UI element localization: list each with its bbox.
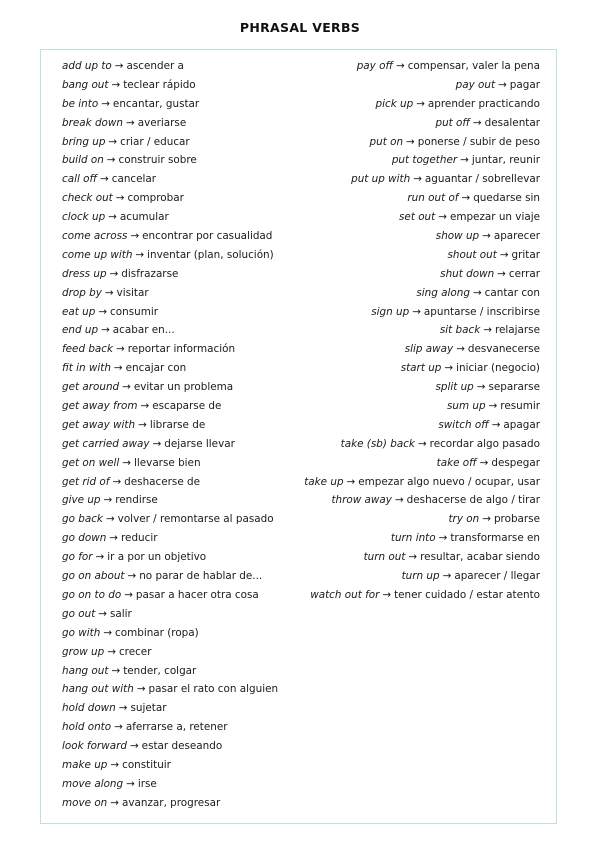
phrasal-verb-entry (62, 491, 278, 510)
phrasal-verb-entry (304, 189, 540, 208)
meaning: ascender a (126, 60, 184, 72)
phrasal-verb-entry (62, 737, 278, 756)
phrasal-verb-entry (62, 208, 278, 227)
phrasal-verb-entry (62, 454, 278, 473)
verb: slip away (404, 343, 454, 356)
phrasal-verb-entry (62, 699, 278, 718)
meaning: juntar, reunir (471, 154, 540, 167)
verb: look forward (62, 740, 127, 753)
arrow-icon: → (115, 192, 125, 205)
meaning: desvanecerse (467, 343, 540, 356)
phrasal-verb-entry (62, 340, 278, 359)
verb: put on (369, 135, 404, 148)
meaning: apuntarse / inscribirse (423, 305, 540, 318)
arrow-icon: → (110, 758, 120, 771)
arrow-icon: → (136, 683, 146, 696)
meaning: llevarse bien (134, 456, 201, 469)
phrasal-verb-entry (304, 586, 540, 605)
phrasal-verb-entry (304, 548, 540, 567)
phrasal-verb-entry (62, 189, 278, 208)
verb: move on (62, 796, 108, 809)
phrasal-verb-entry (304, 397, 540, 416)
arrow-icon: → (98, 305, 108, 318)
phrasal-verb-entry (62, 76, 278, 95)
arrow-icon: → (394, 494, 404, 507)
arrow-icon: → (472, 286, 482, 299)
verb: get away with (62, 418, 136, 431)
phrasal-verb-entry (62, 378, 278, 397)
phrasal-verb-entry (62, 284, 278, 303)
meaning: apagar (503, 418, 540, 431)
meaning: cerrar (508, 267, 540, 280)
arrow-icon: → (122, 381, 131, 394)
verb: go back (62, 513, 103, 526)
meaning: teclear rápido (123, 78, 196, 91)
phrasal-verb-entry (62, 586, 278, 605)
meaning: aferrarse a, retener (125, 721, 228, 734)
meaning: cancelar (111, 173, 157, 186)
meaning: averiarse (137, 116, 187, 129)
arrow-icon: → (482, 230, 491, 243)
meaning: probarse (493, 513, 540, 526)
verb: shout out (447, 248, 497, 261)
phrasal-verb-entry (62, 114, 278, 133)
meaning: quedarse sin (473, 192, 540, 205)
meaning: deshacerse de (124, 475, 201, 488)
arrow-icon: → (109, 532, 119, 545)
meaning: tender, colgar (123, 664, 197, 677)
phrasal-verb-entry (304, 246, 540, 265)
verb: sing along (416, 286, 470, 299)
meaning: encontrar por casualidad (142, 230, 273, 243)
arrow-icon: → (444, 362, 454, 375)
arrow-icon: → (135, 248, 145, 261)
meaning: despegar (491, 456, 540, 469)
meaning: ir a por un objetivo (107, 551, 207, 564)
meaning: aparecer (493, 230, 540, 243)
arrow-icon: → (111, 664, 121, 677)
verb: pay out (455, 78, 496, 91)
phrasal-verb-entry (304, 321, 540, 340)
verb: sit back (439, 324, 481, 337)
arrow-icon: → (112, 475, 122, 488)
left-column (62, 57, 278, 813)
phrasal-verb-entry (304, 95, 540, 114)
arrow-icon: → (100, 173, 109, 186)
verb: make up (62, 758, 108, 771)
meaning: visitar (116, 286, 149, 299)
meaning: aparecer / llegar (454, 570, 540, 583)
verb: take (sb) back (340, 437, 415, 450)
phrasal-verb-entry (304, 378, 540, 397)
arrow-icon: → (129, 740, 139, 753)
arrow-icon: → (106, 154, 116, 167)
meaning: compensar, valer la pena (407, 60, 540, 72)
arrow-icon: → (482, 513, 491, 526)
meaning: inventar (plan, solución) (147, 248, 274, 261)
phrasal-verb-entry (62, 680, 278, 699)
phrasal-verb-entry (304, 340, 540, 359)
arrow-icon: → (125, 116, 135, 129)
verb: turn out (363, 551, 406, 564)
verb: split up (435, 381, 474, 394)
meaning: resumir (500, 400, 540, 413)
meaning: tener cuidado / estar atento (394, 588, 540, 601)
meaning: relajarse (494, 324, 540, 337)
arrow-icon: → (406, 135, 415, 148)
meaning: consumir (110, 305, 158, 318)
phrasal-verb-entry (304, 151, 540, 170)
arrow-icon: → (95, 551, 105, 564)
verb: go for (62, 551, 93, 564)
verb: get carried away (62, 437, 150, 450)
meaning: combinar (ropa) (115, 626, 199, 639)
verb: check out (62, 192, 113, 205)
phrasal-verb-entry (62, 397, 278, 416)
verb: throw away (331, 494, 392, 507)
verb: pay off (356, 60, 393, 72)
phrasal-verb-entry (62, 718, 278, 737)
verb: end up (62, 324, 99, 337)
right-column (304, 57, 540, 605)
verb: put off (435, 116, 470, 129)
phrasal-verb-entry (304, 567, 540, 586)
arrow-icon: → (498, 78, 507, 91)
verb: go out (62, 607, 96, 620)
meaning: ponerse / subir de peso (417, 135, 540, 148)
meaning: salir (110, 607, 132, 620)
verb: hold down (62, 702, 116, 715)
meaning: acabar en... (112, 324, 175, 337)
meaning: criar / educar (120, 135, 190, 148)
phrasal-verb-entry (62, 473, 278, 492)
phrasal-verb-entry (304, 284, 540, 303)
phrasal-verb-entry (304, 114, 540, 133)
verb: add up to (62, 60, 112, 72)
phrasal-verb-entry (304, 510, 540, 529)
meaning: reportar información (127, 343, 236, 356)
page-title: PHRASAL VERBS (239, 20, 361, 35)
meaning: cantar con (484, 286, 540, 299)
arrow-icon: → (461, 192, 471, 205)
phrasal-verb-entry (62, 151, 278, 170)
meaning: dejarse llevar (164, 437, 235, 450)
verb: come up with (62, 248, 133, 261)
verb: shut down (440, 267, 495, 280)
verb: set out (399, 211, 436, 224)
meaning: construir sobre (118, 154, 197, 167)
meaning: reducir (121, 532, 158, 545)
phrasal-verb-entry (304, 416, 540, 435)
verb: take off (436, 456, 477, 469)
phrasal-verb-entry (62, 246, 278, 265)
phrasal-verb-entry (304, 133, 540, 152)
phrasal-verb-entry (62, 794, 278, 813)
verb: grow up (62, 645, 105, 658)
arrow-icon: → (110, 796, 119, 809)
meaning: rendirse (115, 494, 158, 507)
arrow-icon: → (412, 305, 421, 318)
arrow-icon: → (126, 777, 135, 790)
meaning: encajar con (125, 362, 187, 375)
phrasal-verb-entry (62, 416, 278, 435)
phrasal-verb-entry (304, 454, 540, 473)
arrow-icon: → (109, 267, 119, 280)
verb: go on about (62, 570, 125, 583)
verb: feed back (62, 343, 114, 356)
arrow-icon: → (499, 248, 509, 261)
phrasal-verb-entry (62, 359, 278, 378)
meaning: encantar, gustar (112, 97, 200, 110)
meaning: crecer (118, 645, 152, 658)
verb: turn into (390, 532, 436, 545)
meaning: transformarse en (450, 532, 540, 545)
phrasal-verb-entry (304, 170, 540, 189)
phrasal-verb-entry (304, 359, 540, 378)
verb: get rid of (62, 475, 110, 488)
verb: eat up (62, 305, 96, 318)
arrow-icon: → (103, 494, 113, 507)
arrow-icon: → (122, 456, 131, 469)
arrow-icon: → (108, 211, 117, 224)
phrasal-verb-entry (62, 133, 278, 152)
verb: clock up (62, 211, 106, 224)
verb: dress up (62, 267, 107, 280)
arrow-icon: → (442, 570, 452, 583)
arrow-icon: → (472, 116, 482, 129)
phrasal-verb-entry (62, 548, 278, 567)
arrow-icon: → (456, 343, 465, 356)
verb: get on well (62, 456, 120, 469)
phrasal-verb-entry (304, 208, 540, 227)
arrow-icon: → (488, 400, 498, 413)
phrasal-verb-entry (304, 303, 540, 322)
phrasal-verb-entry (62, 95, 278, 114)
phrasal-verb-entry (62, 605, 278, 624)
meaning: irse (137, 777, 157, 790)
verb: be into (62, 97, 99, 110)
verb: pick up (375, 97, 414, 110)
verb: try on (448, 513, 480, 526)
arrow-icon: → (114, 60, 124, 72)
phrasal-verb-entry (62, 775, 278, 794)
phrasal-verb-entry (62, 756, 278, 775)
meaning: gritar (511, 248, 540, 261)
meaning: librarse de (149, 418, 206, 431)
arrow-icon: → (107, 645, 116, 658)
arrow-icon: → (413, 173, 422, 186)
arrow-icon: → (103, 626, 113, 639)
phrasal-verb-entry (304, 57, 540, 76)
meaning: sujetar (130, 702, 167, 715)
arrow-icon: → (438, 211, 447, 224)
meaning: empezar un viaje (449, 211, 540, 224)
verb: call off (62, 173, 98, 186)
arrow-icon: → (479, 456, 489, 469)
verb: go on to do (62, 588, 122, 601)
arrow-icon: → (111, 78, 121, 91)
arrow-icon: → (408, 551, 418, 564)
meaning: iniciar (negocio) (456, 362, 540, 375)
phrasal-verb-entry (62, 529, 278, 548)
phrasal-verb-entry (62, 435, 278, 454)
meaning: escaparse de (152, 400, 222, 413)
meaning: acumular (119, 211, 169, 224)
arrow-icon: → (98, 607, 107, 620)
meaning: pasar el rato con alguien (148, 683, 279, 696)
verb: give up (62, 494, 101, 507)
meaning: deshacerse de algo / tirar (406, 494, 540, 507)
verb: come across (62, 230, 128, 243)
verb: run out of (407, 192, 459, 205)
phrasal-verb-entry (304, 435, 540, 454)
meaning: volver / remontarse al pasado (117, 513, 274, 526)
arrow-icon: → (127, 570, 137, 583)
phrasal-verb-entry (304, 76, 540, 95)
phrasal-verb-entry (62, 57, 278, 76)
arrow-icon: → (124, 588, 133, 601)
arrow-icon: → (152, 437, 162, 450)
verb: go down (62, 532, 107, 545)
arrow-icon: → (104, 286, 114, 299)
verb: hold onto (62, 721, 112, 734)
phrasal-verb-entry (304, 473, 540, 492)
verb: fit in with (62, 362, 111, 375)
phrasal-verb-entry (62, 510, 278, 529)
verb: switch off (438, 418, 489, 431)
arrow-icon: → (108, 135, 118, 148)
verb: take up (304, 475, 344, 488)
arrow-icon: → (130, 230, 140, 243)
arrow-icon: → (113, 362, 123, 375)
verb: bang out (62, 78, 109, 91)
arrow-icon: → (114, 721, 123, 734)
verb: get away from (62, 400, 138, 413)
arrow-icon: → (101, 324, 110, 337)
meaning: aguantar / sobrellevar (424, 173, 540, 186)
meaning: disfrazarse (121, 267, 179, 280)
arrow-icon: → (116, 343, 125, 356)
verb: hang out with (62, 683, 134, 696)
meaning: pasar a hacer otra cosa (135, 588, 259, 601)
verb: sign up (371, 305, 410, 318)
phrasal-verb-entry (62, 567, 278, 586)
arrow-icon: → (395, 60, 405, 72)
arrow-icon: → (476, 381, 486, 394)
arrow-icon: → (491, 418, 501, 431)
meaning: no parar de hablar de... (139, 570, 263, 583)
phrasal-verb-entry (62, 321, 278, 340)
verb: get around (62, 381, 120, 394)
verb: drop by (62, 286, 102, 299)
meaning: aprender practicando (427, 97, 540, 110)
phrasal-verb-entry (62, 227, 278, 246)
verb: watch out for (310, 588, 380, 601)
verb: break down (62, 116, 123, 129)
meaning: estar deseando (141, 740, 223, 753)
verb: move along (62, 777, 124, 790)
arrow-icon: → (483, 324, 492, 337)
arrow-icon: → (105, 513, 115, 526)
phrasal-verb-entry (304, 529, 540, 548)
phrasal-verb-entry (62, 265, 278, 284)
verb: hang out (62, 664, 109, 677)
verb: put up with (351, 173, 411, 186)
phrasal-verb-entry (304, 491, 540, 510)
phrasal-verb-entry (304, 227, 540, 246)
arrow-icon: → (138, 418, 147, 431)
verb: build on (62, 154, 104, 167)
phrasal-verb-entry (304, 265, 540, 284)
verb: start up (400, 362, 442, 375)
arrow-icon: → (438, 532, 448, 545)
meaning: separarse (488, 381, 540, 394)
phrasal-verb-entry (62, 624, 278, 643)
meaning: empezar algo nuevo / ocupar, usar (358, 475, 540, 488)
phrasal-verb-entry (62, 643, 278, 662)
meaning: pagar (509, 78, 540, 91)
arrow-icon: → (382, 588, 392, 601)
arrow-icon: → (346, 475, 356, 488)
verb: put together (391, 154, 458, 167)
phrasal-verb-entry (62, 662, 278, 681)
verb: turn up (401, 570, 440, 583)
verb: bring up (62, 135, 106, 148)
arrow-icon: → (118, 702, 128, 715)
meaning: comprobar (127, 192, 184, 205)
meaning: desalentar (484, 116, 540, 129)
meaning: recordar algo pasado (429, 437, 540, 450)
verb: go with (62, 626, 101, 639)
meaning: constituir (122, 758, 171, 771)
arrow-icon: → (460, 154, 469, 167)
meaning: resultar, acabar siendo (420, 551, 540, 564)
arrow-icon: → (140, 400, 150, 413)
arrow-icon: → (416, 97, 425, 110)
phrasal-verb-entry (62, 170, 278, 189)
arrow-icon: → (497, 267, 506, 280)
phrasal-verb-entry (62, 303, 278, 322)
verb: sum up (446, 400, 486, 413)
meaning: avanzar, progresar (122, 796, 221, 809)
meaning: evitar un problema (133, 381, 234, 394)
arrow-icon: → (101, 97, 110, 110)
verb: show up (435, 230, 480, 243)
arrow-icon: → (417, 437, 427, 450)
